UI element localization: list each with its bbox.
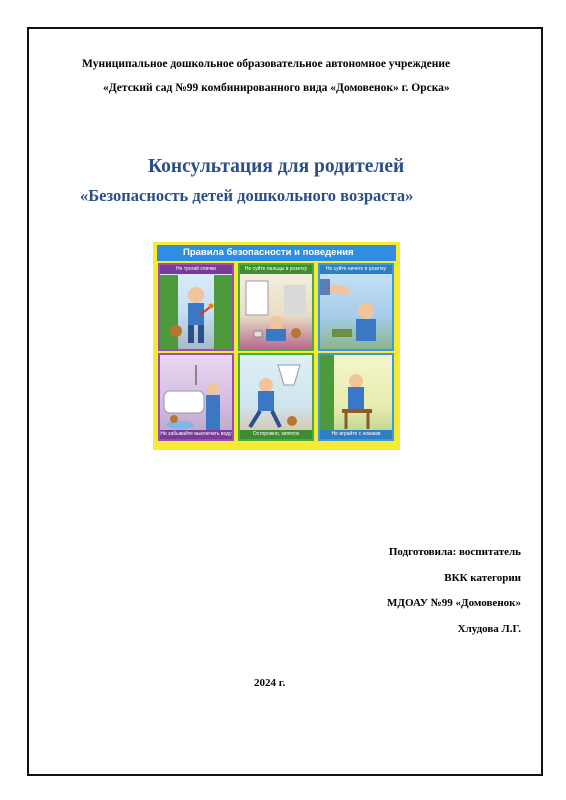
poster-panel-boiling-water bbox=[238, 353, 314, 441]
poster-panel-outlet-objects bbox=[318, 263, 394, 351]
author-category: ВКК категории bbox=[444, 572, 521, 584]
panel-caption: Не суйте пальцы в розетку bbox=[240, 265, 312, 274]
document-title: Консультация для родителей bbox=[148, 156, 405, 177]
panel-caption: Осторожно, кипяток bbox=[240, 430, 312, 439]
safety-rules-poster bbox=[153, 242, 400, 450]
poster-panel-matches bbox=[158, 263, 234, 351]
panel-caption: Не суйте ничего в розетку bbox=[320, 265, 392, 274]
outlet-objects-illustration bbox=[320, 265, 392, 349]
boiling-water-illustration bbox=[240, 355, 312, 439]
author-name: Хлудова Л.Г. bbox=[457, 623, 521, 635]
knives-scene-illustration bbox=[320, 355, 392, 439]
panel-caption: Не играйте с ножами bbox=[320, 430, 392, 439]
poster-title: Правила безопасности и поведения bbox=[157, 245, 396, 261]
document-subtitle: «Безопасность детей дошкольного возраста» bbox=[80, 186, 414, 205]
institution-line-1: Муниципальное дошкольное образовательное автономное учреждение bbox=[82, 58, 451, 70]
poster-panel-water bbox=[158, 353, 234, 441]
panel-caption: Не трогай спички bbox=[160, 265, 232, 274]
author-organization: МДОАУ №99 «Домовенок» bbox=[387, 597, 521, 609]
outlet-scene-illustration bbox=[240, 265, 312, 349]
author-role: Подготовила: воспитатель bbox=[388, 546, 521, 558]
panel-caption: Не забывайте выключать воду bbox=[160, 431, 232, 437]
document-year: 2024 г. bbox=[254, 677, 286, 689]
poster-panel-knives bbox=[318, 353, 394, 441]
poster-panel-outlet-fingers bbox=[238, 263, 314, 351]
institution-line-2: «Детский сад №99 комбинированного вида «Домовенок» г. Орска» bbox=[103, 82, 450, 94]
bathroom-scene-illustration bbox=[160, 355, 232, 439]
matches-scene-illustration bbox=[160, 265, 232, 349]
